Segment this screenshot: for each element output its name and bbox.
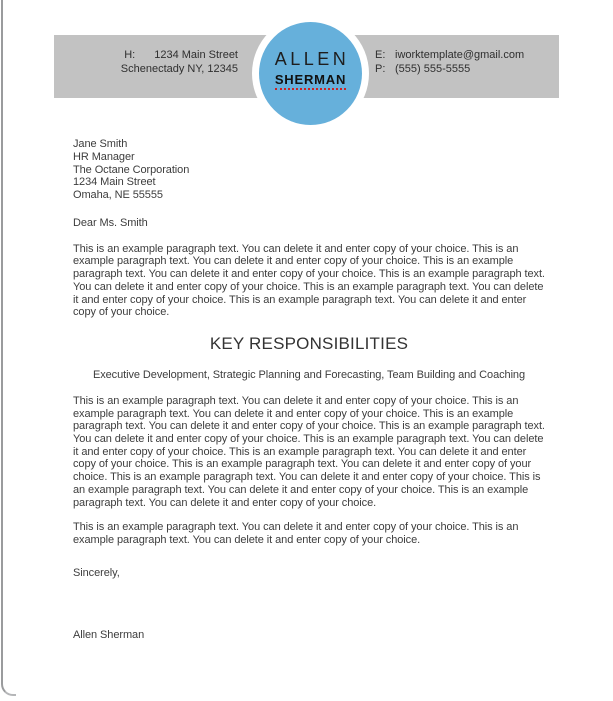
recipient-company: The Octane Corporation (73, 163, 190, 176)
recipient-street: 1234 Main Street (73, 176, 156, 189)
monogram-last-name: SHERMAN (275, 72, 346, 90)
home-label: H: (124, 49, 136, 61)
home-address-line-1 (121, 49, 238, 63)
contact-details-block (375, 49, 524, 76)
home-address-block (121, 49, 238, 76)
home-street: 1234 Main Street (154, 49, 238, 61)
paragraph-1: This is an example paragraph text. You can delete it and enter copy of your choice. This is an example paragraph text. You can delete it and enter copy of your choice. This is an example paragraph text. You can delete it and enter copy of your choice. This is an example paragraph text. You can delete it and enter copy of your choice. This is an example paragraph text. You can delete it and enter copy of your choice. This is an example paragraph text. You can delete it and enter copy of your choice. (73, 242, 545, 319)
monogram-first-name: ALLEN (274, 48, 350, 69)
recipient-name: Jane Smith (73, 138, 128, 150)
home-city: Schenectady NY, 12345 (120, 62, 238, 75)
phone-value: (555) 555-5555 (395, 62, 471, 75)
phone-label: P: (375, 62, 386, 75)
letter-body (73, 138, 545, 642)
monogram-circle (259, 22, 362, 125)
recipient-title: HR Manager (73, 150, 135, 163)
page-edge-line (1, 0, 16, 696)
email-value: iworktemplate@gmail.com (395, 49, 525, 61)
salutation: Dear Ms. Smith (73, 216, 148, 229)
phone-row (375, 63, 524, 77)
email-row (375, 49, 524, 63)
paragraph-3: This is an example paragraph text. You can delete it and enter copy of your choice. This is an example paragraph text. You can delete it and enter copy of your choice. (73, 521, 519, 546)
recipient-city: Omaha, NE 55555 (73, 189, 163, 202)
paragraph-2: This is an example paragraph text. You can delete it and enter copy of your choice. This is an example paragraph text. You can delete it and enter copy of your choice. This is an example paragraph text. You can delete it and enter copy of your choice. This is an example paragraph text. You can delete it and enter copy of your choice. This is an example paragraph text. You can delete it and enter copy of your choice. This is an example paragraph text. You can delete it and enter copy of your choice. This is an example paragraph text. You can delete it and enter copy of your choice. This is an example paragraph text. You can delete it and enter copy of your choice. This is an example paragraph text. You can delete it and enter copy of your choice. This is an example paragraph text. You can delete it and enter copy of your choice. (73, 394, 545, 509)
email-label: E: (375, 49, 386, 61)
closing: Sincerely, (73, 566, 120, 579)
signature-name: Allen Sherman (73, 629, 145, 642)
recipient-block (73, 138, 545, 202)
section-heading: KEY RESPONSIBILITIES (209, 333, 409, 353)
section-subtitle: Executive Development, Strategic Planning and Forecasting, Team Building and Coaching (92, 368, 526, 381)
